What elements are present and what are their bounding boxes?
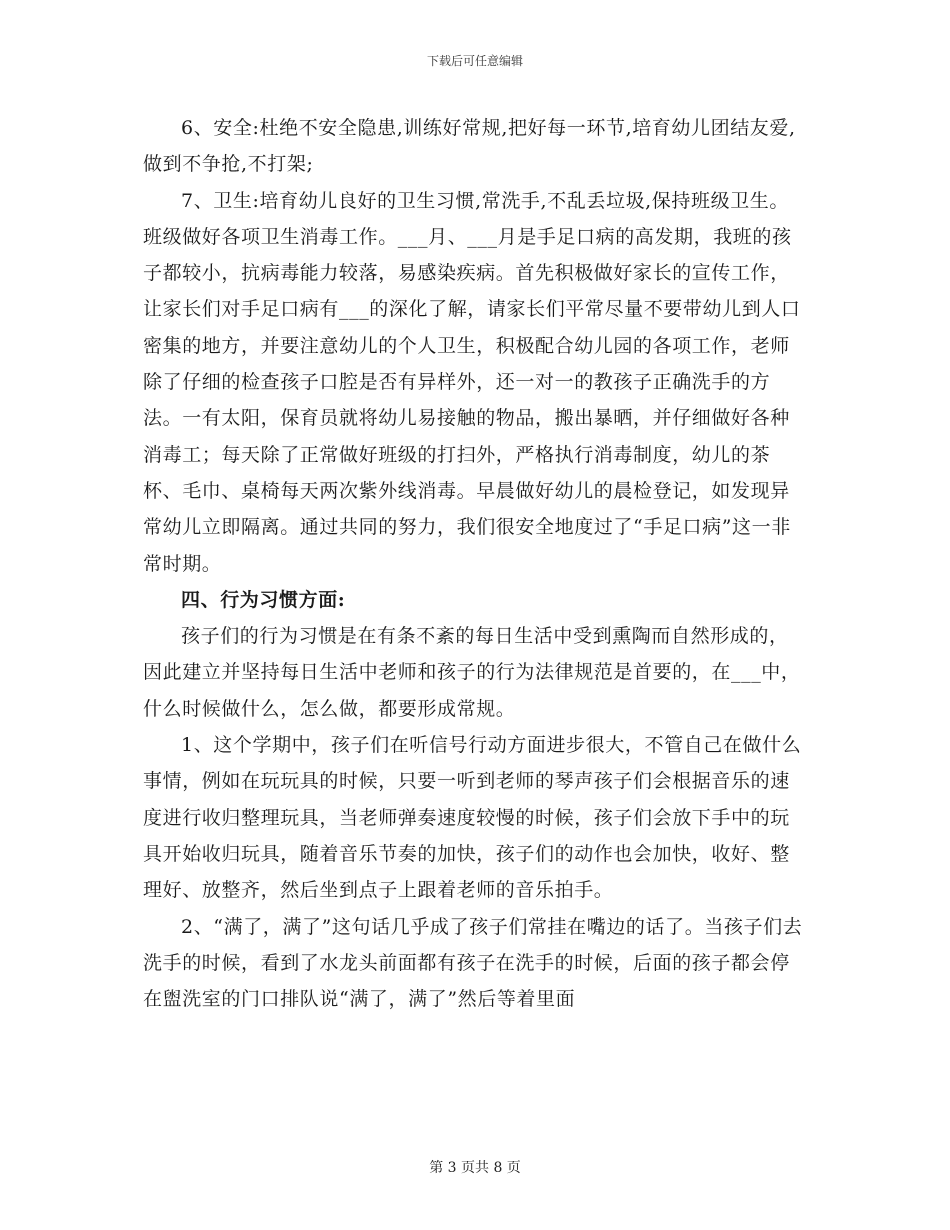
paragraph-queue: 2、“满了，满了”这句话几乎成了孩子们常挂在嘴边的话了。当孩子们去洗手的时候，看到了水龙头前面都有孩子在洗手的时候，后面的孩子都会停在盥洗室的门口排队说“满了，满了”然后等着里面 (143, 915, 803, 1011)
paragraph-safety: 6、安全:杜绝不安全隐患,训练好常规,把好每一环节,培育幼儿团结友爱,做到不争抢,不打架; (143, 117, 796, 176)
page-footer: 第 3 页共 8 页 (429, 1160, 521, 1176)
page-header: 下载后可任意编辑 (426, 54, 523, 68)
document-body (143, 110, 808, 1017)
paragraph-signal-action: 1、这个学期中，孩子们在听信号行动方面进步很大，不管自己在做什么事情，例如在玩玩具的时候，只要一听到老师的琴声孩子们会根据音乐的速度进行收归整理玩具，当老师弹奏速度较慢的时候，孩子们会放下手中的玩具开始收归玩具，随着音乐节奏的加快，孩子们的动作也会加快，收好、整理好、放整齐，然后坐到点子上跟着老师的音乐拍手。 (143, 734, 802, 902)
paragraph-behavior-intro: 孩子们的行为习惯是在有条不紊的每日生活中受到熏陶而自然形成的，因此建立并坚持每日生活中老师和孩子的行为法律规范是首要的，在___中，什么时候做什么，怎么做，都要形成常规。 (143, 625, 801, 720)
section-heading-behavior: 四、行为习惯方面: (181, 588, 346, 611)
paragraph-hygiene: 7、卫生:培育幼儿良好的卫生习惯,常洗手,不乱丢垃圾,保持班级卫生。班级做好各项卫生消毒工作。___月、___月是手足口病的高发期，我班的孩子都较小，抗病毒能力较落，易感染疾病。首先积极做好家长的宣传工作，让家长们对手足口病有___的深化了解，请家长们平常尽量不要带幼儿到人口密集的地方，并要注意幼儿的个人卫生，积极配合幼儿园的各项工作，老师除了仔细的检查孩子口腔是否有异样外，还一对一的教孩子正确洗手的方法。一有太阳，保育员就将幼儿易接触的物品，搬出暴晒，并仔细做好各种消毒工；每天除了正常做好班级的打扫外，严格执行消毒制度，幼儿的茶杯、毛巾、桌椅每天两次紫外线消毒。早晨做好幼儿的晨检登记，如发现异常幼儿立即隔离。通过共同的努力，我们很安全地度过了“手足口病”这一非常时期。 (143, 189, 801, 575)
